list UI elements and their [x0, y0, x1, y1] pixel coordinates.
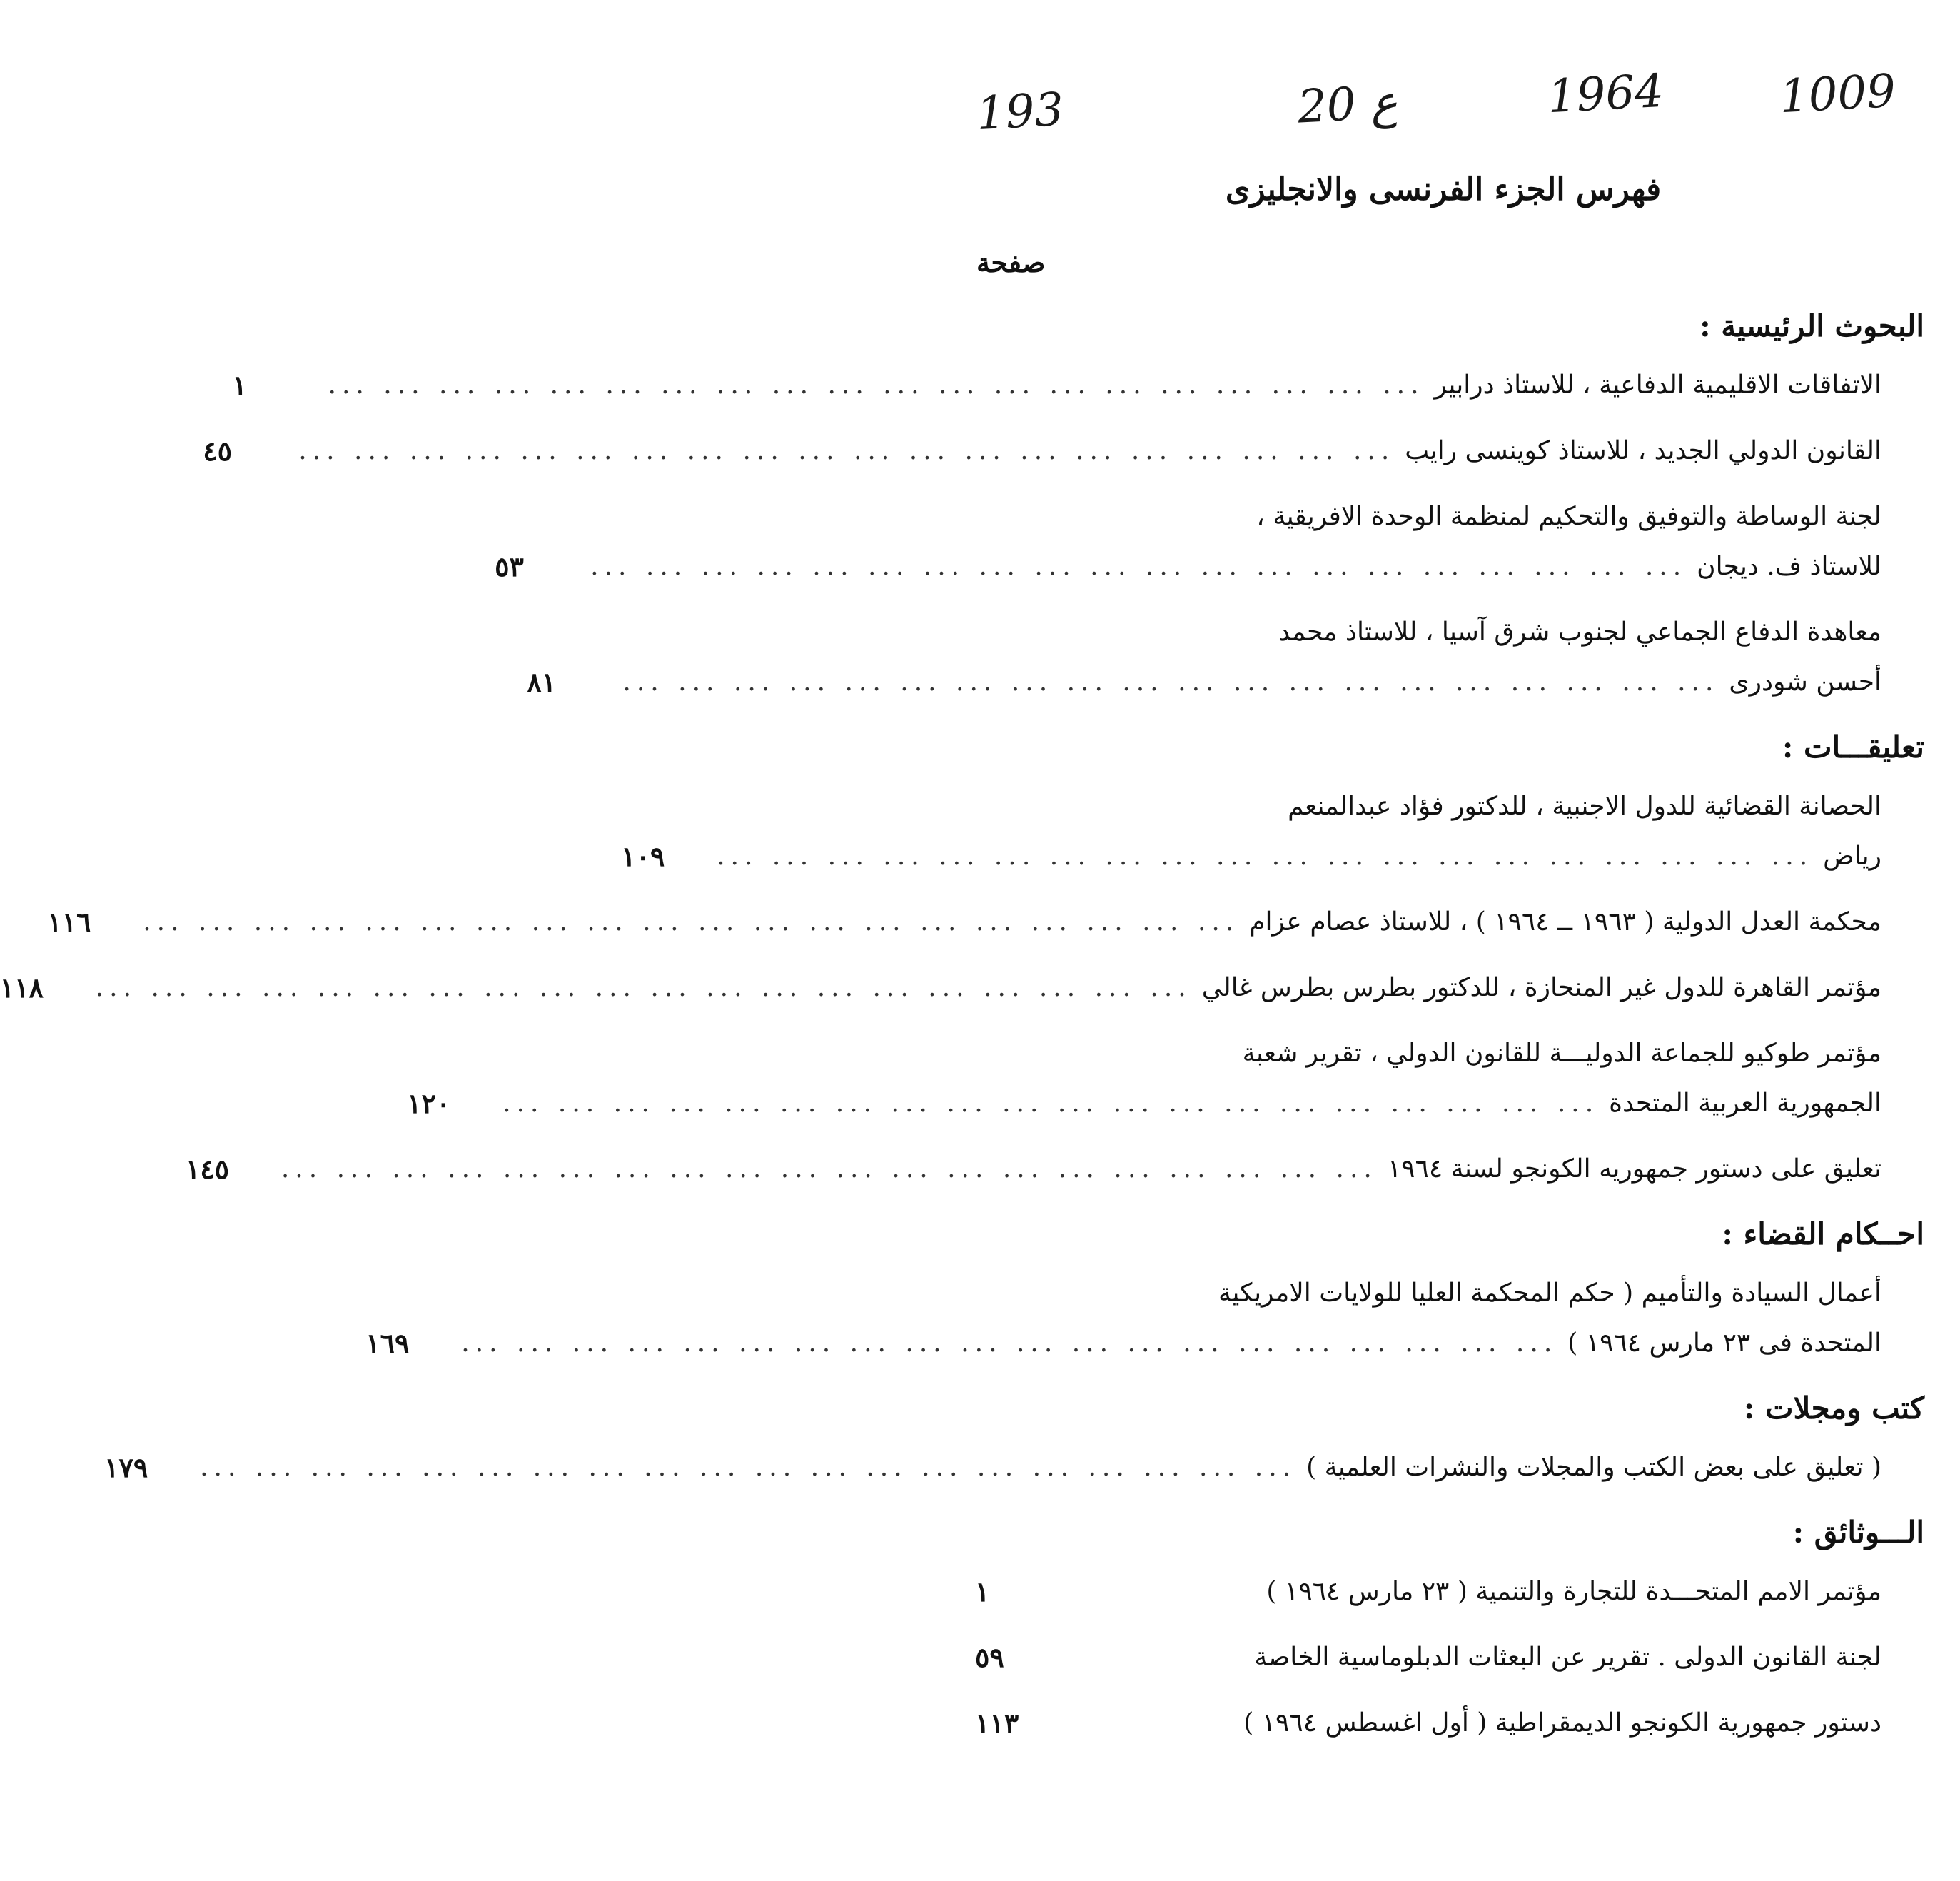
leader-dots: ... ... ... ... ... ... ... ... ... ... ... ... ... ... ... ... ... ... ... ...	[298, 436, 1395, 465]
toc-entry-line	[975, 1698, 1881, 1748]
toc-entry-text: لجنة الوساطة والتوفيق والتحكيم لمنظمة الوحدة الافريقية ،	[1256, 502, 1881, 531]
toc-entry-line	[232, 360, 1881, 410]
toc-entry	[203, 426, 1924, 476]
handwritten-annotations	[926, 64, 1960, 171]
toc-entry-line	[975, 1633, 1881, 1683]
toc-page-number: ١١٣	[975, 1707, 1019, 1739]
toc-entry-line	[527, 657, 1881, 707]
section-heading: كتب ومجلات :	[1743, 1391, 1924, 1426]
toc-page-number: ٥٣	[495, 550, 524, 583]
toc-entry-text: المتحدة فى ٢٣ مارس ١٩٦٤ )	[1567, 1328, 1881, 1358]
toc-entry-text: الجمهورية العربية المتحدة	[1609, 1089, 1881, 1118]
section-heading: تعليقـــات :	[1782, 730, 1924, 765]
leader-dots: ... ... ... ... ... ... ... ... ... ... ... ... ... ... ... ... ... ... ... ...	[281, 1154, 1378, 1184]
handwritten-note-1: 193	[975, 83, 1066, 141]
toc-entry-text: للاستاذ ف. ديجان	[1697, 552, 1881, 581]
toc-entry	[232, 360, 1924, 410]
page-column-label: صفحة	[976, 246, 1046, 278]
toc-page-number: ٤٥	[203, 435, 233, 467]
toc-entry-text: تعليق على دستور جمهوريه الكونجو لسنة ١٩٦٤	[1387, 1154, 1881, 1184]
toc-entry-text: دستور جمهورية الكونجو الديمقراطية ( أول اغسطس ١٩٦٤ )	[1243, 1708, 1881, 1738]
toc-page-number: ١	[975, 1575, 990, 1608]
handwritten-note-2: 20 ع	[1296, 76, 1399, 134]
toc-entry	[975, 1633, 1924, 1683]
toc-entry-line	[185, 1144, 1881, 1194]
toc-entry	[495, 492, 1924, 592]
table-of-contents	[0, 289, 1924, 1764]
toc-entry-line	[365, 1318, 1881, 1368]
section-heading: البحوث الرئيسية :	[1699, 308, 1924, 343]
toc-entry-text: معاهدة الدفاع الجماعي لجنوب شرق آسيا ، للاستاذ محمد	[1278, 617, 1881, 647]
leader-dots: ... ... ... ... ... ... ... ... ... ... ... ... ... ... ... ... ... ... ... ...	[461, 1328, 1558, 1358]
toc-entry-text: لجنة القانون الدولى . تقرير عن البعثات الدبلوماسية الخاصة	[1254, 1643, 1881, 1672]
toc-page-number: ١	[232, 369, 247, 401]
toc-entry	[104, 1443, 1924, 1493]
toc-entry-text: الاتفاقات الاقليمية الدفاعية ، للاستاذ درابير	[1434, 370, 1881, 400]
leader-dots: ... ... ... ... ... ... ... ... ... ... ... ... ... ... ... ... ... ... ... ...	[200, 1453, 1297, 1482]
toc-entry-line	[975, 1567, 1881, 1617]
leader-dots: ... ... ... ... ... ... ... ... ... ... ... ... ... ... ... ... ... ... ... ...	[622, 667, 1719, 697]
leader-dots: ... ... ... ... ... ... ... ... ... ... ... ... ... ... ... ... ... ... ... ...	[502, 1089, 1600, 1118]
section-heading: احــكام القضاء :	[1722, 1216, 1924, 1251]
toc-page-number: ١٧٩	[104, 1451, 148, 1483]
toc-entry-text: ( تعليق على بعض الكتب والمجلات والنشرات العلمية )	[1306, 1453, 1881, 1482]
toc-entry	[185, 1144, 1924, 1194]
leader-dots: ... ... ... ... ... ... ... ... ... ... ... ... ... ... ... ... ... ... ... ...	[717, 842, 1814, 871]
toc-entry-text: محكمة العدل الدولية ( ١٩٦٣ ــ ١٩٦٤ ) ، للاستاذ عصام عزام	[1249, 907, 1881, 937]
toc-entry-text: الحصانة القضائية للدول الاجنبية ، للدكتور فؤاد عبدالمنعم	[1288, 792, 1881, 821]
toc-page-number: ١٠٩	[621, 840, 665, 872]
toc-entry-text: رياض	[1823, 842, 1881, 871]
leader-dots: ... ... ... ... ... ... ... ... ... ... ... ... ... ... ... ... ... ... ... ...	[95, 973, 1192, 1002]
toc-page-number: ١٤٥	[185, 1153, 230, 1185]
toc-entry-line	[975, 782, 1881, 832]
toc-entry	[621, 782, 1924, 882]
toc-entry-line	[975, 1269, 1881, 1318]
toc-entry	[365, 1269, 1924, 1368]
handwritten-note-4: 1009	[1778, 64, 1897, 124]
toc-page-number: ٨١	[527, 666, 557, 698]
toc-entry-line	[495, 542, 1881, 592]
toc-page-number: ١٦٩	[365, 1327, 410, 1359]
toc-entry-line	[975, 1029, 1881, 1079]
toc-entry	[975, 1698, 1924, 1748]
toc-entry-line	[104, 1443, 1881, 1493]
toc-entry-text: أحسن شودرى	[1729, 667, 1881, 697]
toc-page-number: ١٢٠	[407, 1087, 451, 1119]
leader-dots: ... ... ... ... ... ... ... ... ... ... ... ... ... ... ... ... ... ... ... ...	[590, 552, 1687, 581]
section-heading: الـــوثائق :	[1792, 1515, 1924, 1550]
toc-entry-line	[47, 897, 1881, 947]
toc-entry-line	[975, 492, 1881, 542]
toc-entry-text: أعمال السيادة والتأميم ( حكم المحكمة العليا للولايات الامريكية	[1218, 1279, 1881, 1308]
toc-entry-line	[203, 426, 1881, 476]
toc-page-number: ٥٩	[975, 1641, 1004, 1673]
toc-entry-line	[407, 1079, 1881, 1129]
toc-entry	[0, 963, 1924, 1013]
toc-entry	[407, 1029, 1924, 1129]
toc-entry-text: القانون الدولي الجديد ، للاستاذ كوينسى رايب	[1405, 436, 1881, 465]
toc-entry	[527, 607, 1924, 707]
toc-entry	[975, 1567, 1924, 1617]
handwritten-note-3: 1964	[1546, 64, 1665, 124]
toc-entry	[47, 897, 1924, 947]
toc-entry-line	[621, 832, 1881, 882]
toc-entry-text: مؤتمر طوكيو للجماعة الدوليـــة للقانون الدولي ، تقرير شعبة	[1242, 1039, 1881, 1068]
toc-entry-text: مؤتمر الامم المتحـــدة للتجارة والتنمية ( ٢٣ مارس ١٩٦٤ )	[1266, 1577, 1881, 1606]
toc-entry-text: مؤتمر القاهرة للدول غير المنحازة ، للدكتور بطرس بطرس غالي	[1201, 973, 1881, 1002]
leader-dots: ... ... ... ... ... ... ... ... ... ... ... ... ... ... ... ... ... ... ... ...	[328, 370, 1425, 400]
toc-page-number: ١١٦	[47, 906, 91, 938]
toc-entry-line	[975, 607, 1881, 657]
toc-page-number: ١١٨	[0, 972, 44, 1004]
leader-dots: ... ... ... ... ... ... ... ... ... ... ... ... ... ... ... ... ... ... ... ...	[143, 907, 1240, 937]
toc-entry-line	[0, 963, 1881, 1013]
page-title: فهرس الجزء الفرنسى والانجليزى	[1225, 171, 1662, 208]
